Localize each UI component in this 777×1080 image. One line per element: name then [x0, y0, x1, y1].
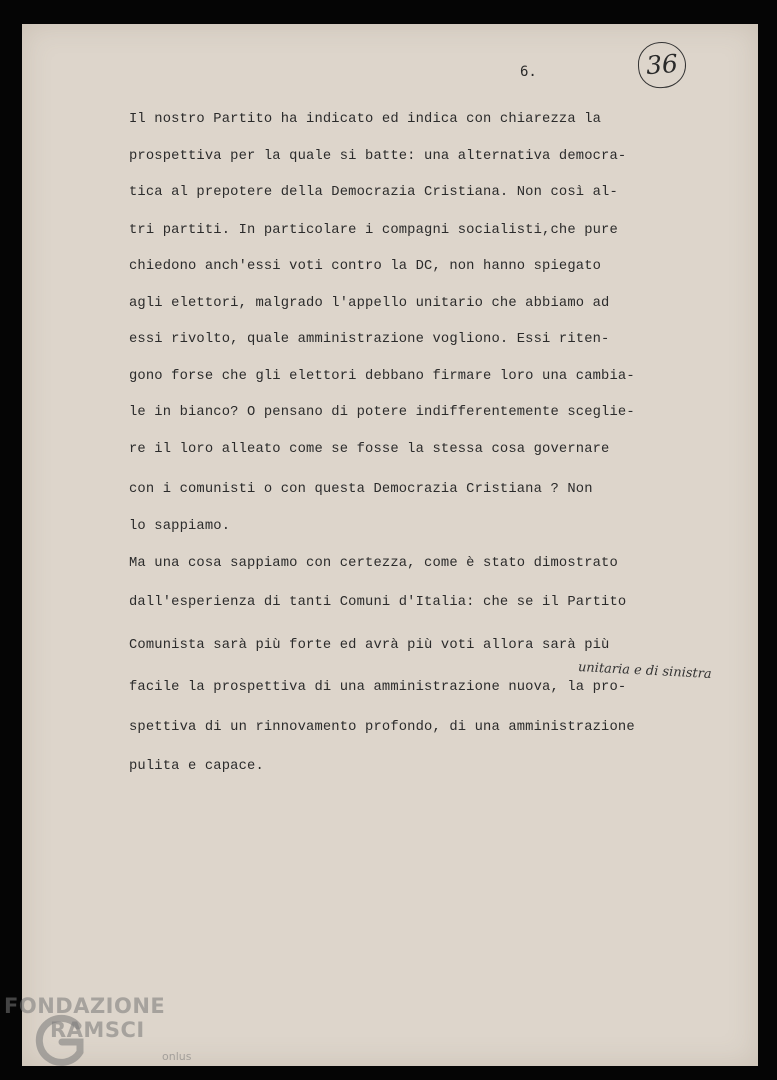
text-line: Ma una cosa sappiamo con certezza, come è stato dimostrato	[129, 556, 618, 571]
fondazione-gramsci-watermark	[4, 994, 194, 1074]
text-line: tica al prepotere della Democrazia Cristiana. Non così al-	[129, 185, 618, 200]
text-line: re il loro alleato come se fosse la stessa cosa governare	[129, 442, 610, 457]
text-line: pulita e capace.	[129, 759, 264, 774]
text-line: dall'esperienza di tanti Comuni d'Italia: che se il Partito	[129, 595, 627, 610]
text-line: prospettiva per la quale si batte: una alternativa democra-	[129, 149, 627, 164]
text-line: gono forse che gli elettori debbano firmare loro una cambia-	[129, 369, 635, 384]
text-line: Il nostro Partito ha indicato ed indica con chiarezza la	[129, 112, 602, 127]
document-page	[22, 24, 758, 1066]
text-line: chiedono anch'essi voti contro la DC, non hanno spiegato	[129, 259, 602, 274]
handwritten-annotation: unitaria e di sinistra	[577, 660, 713, 682]
archive-number-stamp: 36	[636, 40, 687, 89]
watermark-line-1: FONDAZIONE	[4, 994, 166, 1018]
watermark-line-2: RAMSCI	[50, 1018, 145, 1042]
watermark-suffix: onlus	[162, 1050, 192, 1063]
text-line: lo sappiamo.	[129, 519, 231, 534]
text-line: facile la prospettiva di una amministrazione nuova, la pro-	[129, 680, 627, 695]
text-line: essi rivolto, quale amministrazione vogliono. Essi riten-	[129, 332, 610, 347]
text-line: con i comunisti o con questa Democrazia Cristiana ? Non	[129, 482, 593, 497]
text-line: tri partiti. In particolare i compagni socialisti,che pure	[129, 223, 618, 238]
text-line: spettiva di un rinnovamento profondo, di una amministrazione	[129, 720, 635, 735]
text-line: agli elettori, malgrado l'appello unitario che abbiamo ad	[129, 296, 610, 311]
text-line: Comunista sarà più forte ed avrà più voti allora sarà più	[129, 638, 610, 653]
text-line: le in bianco? O pensano di potere indifferentemente sceglie-	[129, 405, 635, 420]
page-number: 6.	[520, 64, 537, 80]
